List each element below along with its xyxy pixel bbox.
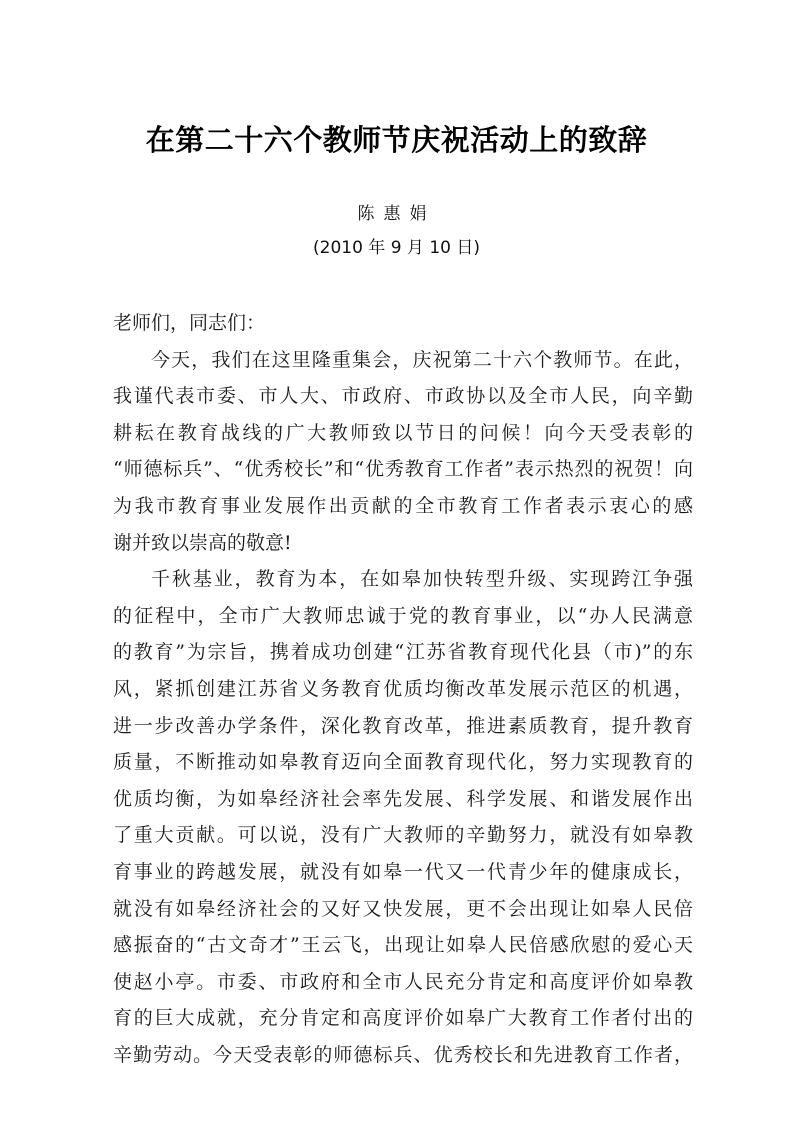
body-line: 为我市教育事业发展作出贡献的全市教育工作者表示衷心的感 [113,494,693,517]
body-line: 育事业的跨越发展，就没有如皋一代又一代青少年的健康成长， [113,860,693,883]
document-author: 陈惠娟 [357,204,436,224]
body-line: 我谨代表市委、市人大、市政府、市政协以及全市人民，向辛勤 [113,385,693,408]
body-line: 进一步改善办学条件，深化教育改革，推进素质教育，提升教育 [113,714,693,737]
body-line: 育的巨大成就，充分肯定和高度评价如皋广大教育工作者付出的 [113,1007,693,1030]
body-line: 优质均衡，为如皋经济社会率先发展、科学发展、和谐发展作出 [113,787,693,810]
body-line: 风，紧抓创建江苏省义务教育优质均衡改革发展示范区的机遇， [113,677,693,700]
body-line: 千秋基业，教育为本，在如皋加快转型升级、实现跨江争强 [151,568,693,591]
body-line: 谢并致以崇高的敬意! [113,531,292,554]
body-line: 的征程中，全市广大教师忠诚于党的教育事业，以“办人民满意 [113,604,693,627]
body-line: 耕耘在教育战线的广大教师致以节日的问候！向今天受表彰的 [113,421,693,444]
body-line: 感振奋的“古文奇才”王云飞，出现让如皋人民倍感欣慰的爱心天 [113,934,693,957]
body-line: 了重大贡献。可以说，没有广大教师的辛勤努力，就没有如皋教 [113,824,693,847]
document-title: 在第二十六个教师节庆祝活动上的致辞 [145,123,648,157]
body-line: 就没有如皋经济社会的又好又快发展，更不会出现让如皋人民倍 [113,897,693,920]
body-line: 质量，不断推动如皋教育迈向全面教育现代化，努力实现教育的 [113,751,693,774]
document-body [113,305,693,1073]
document-date: (2010 年 9 月 10 日) [313,238,480,258]
body-line: 的教育”为宗旨，携着成功创建“江苏省教育现代化县（市)”的东 [113,641,693,664]
body-line: 今天，我们在这里隆重集会，庆祝第二十六个教师节。在此， [151,348,693,371]
salutation: 老师们，同志们： [113,312,266,334]
body-line: 使赵小亭。市委、市政府和全市人民充分肯定和高度评价如皋教 [113,970,693,993]
body-line: 辛勤劳动。今天受表彰的师德标兵、优秀校长和先进教育工作者， [113,1043,693,1066]
body-line: “师德标兵”、“优秀校长”和“优秀教育工作者”表示热烈的祝贺！向 [113,458,693,481]
body-lines [113,342,693,1074]
